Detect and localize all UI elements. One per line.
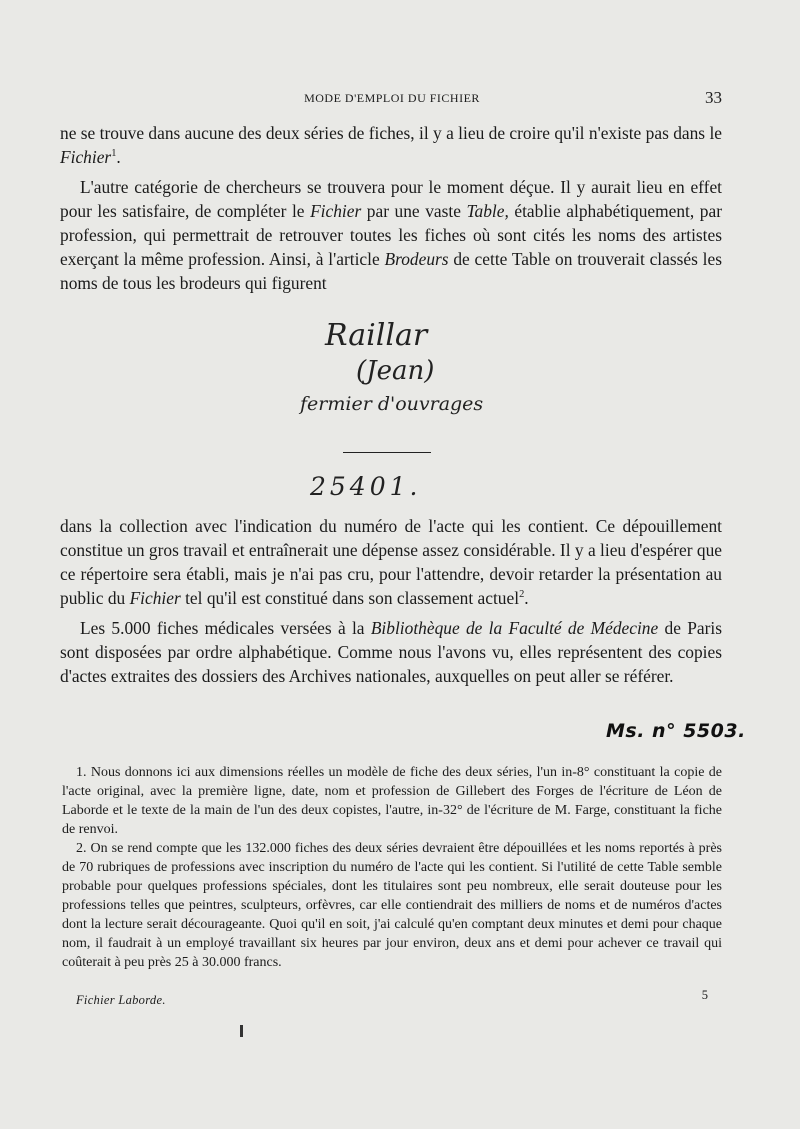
- main-text-top: [60, 121, 722, 295]
- handwritten-firstname: (Jean): [356, 356, 435, 386]
- paragraph-3: dans la collection avec l'indication du numéro de l'acte qui les contient. Ce dépouillement constitue un gros travail et entraînerait une dépense assez considérable. Il y a lieu d'espérer que ce répertoire sera établi, mais je n'ai pas cru, pour l'attendre, devoir retarder la présentation au public du Fichier tel qu'il est constitué dans son classement actuel$^2$.: [60, 516, 722, 608]
- page-footer: [76, 988, 726, 1013]
- paragraph-1: ne se trouve dans aucune des deux séries de fiches, il y a lieu de croire qu'il n'existe pas dans le Fichier$^1$.: [60, 123, 722, 167]
- ink-speck: [240, 1025, 243, 1037]
- footnotes: [62, 763, 722, 972]
- manuscript-stamp: Ms. n° 5503.: [606, 720, 746, 742]
- page-number: 33: [705, 88, 722, 107]
- footer-signature-mark: 5: [701, 988, 708, 1002]
- footnote-ref-1: 1: [111, 148, 117, 160]
- footnote-2: 2. On se rend compte que les 132.000 fiches des deux séries devraient être dépouillées et les noms reportés à près de 70 rubriques de professions avec inscription du numéro de l'acte qui les contient. Si l'utilité de cette Table semble probable pour quelques professions spéciales, dont les titulaires sont peu nombreux, elle serait douteuse pour les professions telles que peintres, sculpteurs, orfèvres, car elle contiendrait des milliers de noms et de numéros d'actes dont la lecture serait décourageante. Quoi qu'il en soit, j'ai calculé qu'en comptant deux minutes et demi pour chaque nom, il faudrait à un employé travaillant six heures par jour environ, deux ans et demi pour achever ce travail qui coûterait à peu près 25 à 30.000 francs.: [62, 841, 722, 970]
- running-header: [62, 88, 722, 110]
- handwritten-profession: fermier d'ouvrages: [300, 393, 484, 415]
- main-text-bottom: [60, 514, 722, 688]
- paragraph-2: L'autre catégorie de chercheurs se trouvera pour le moment déçue. Il y aurait lieu en effet pour les satisfaire, de compléter le Fichier par une vaste Table, établie alphabétiquement, par profession, qui permettrait de retrouver toutes les fiches où sont cités les noms des artistes exerçant la même profession. Ainsi, à l'article Brodeurs de cette Table on trouverait classés les noms de tous les brodeurs qui figurent: [60, 177, 722, 293]
- footnote-1: 1. Nous donnons ici aux dimensions réelles un modèle de fiche des deux séries, l'un in-8° constituant la copie de l'acte original, avec la première ligne, date, nom et profession de Gillebert des Forges de l'écriture de Léon de Laborde et le texte de la main de l'un des deux copistes, l'autre, in-32° de l'écriture de M. Farge, constituant la fiche de renvoi.: [62, 765, 722, 837]
- footer-signature-title: Fichier Laborde.: [76, 993, 166, 1007]
- running-title: MODE D'EMPLOI DU FICHIER: [304, 91, 480, 105]
- handwritten-name: Raillar: [325, 318, 428, 353]
- paragraph-4: Les 5.000 fiches médicales versées à la Bibliothèque de la Faculté de Médecine de Paris sont disposées par ordre alphabétique. Comme nous l'avons vu, elles représentent des copies d'actes extraites des dossiers des Archives nationales, auxquelles on peut aller se référer.: [60, 618, 723, 686]
- handwritten-act-number: 25401.: [310, 472, 422, 501]
- footnote-ref-2: 2: [519, 589, 525, 601]
- card-divider-rule: [343, 452, 431, 453]
